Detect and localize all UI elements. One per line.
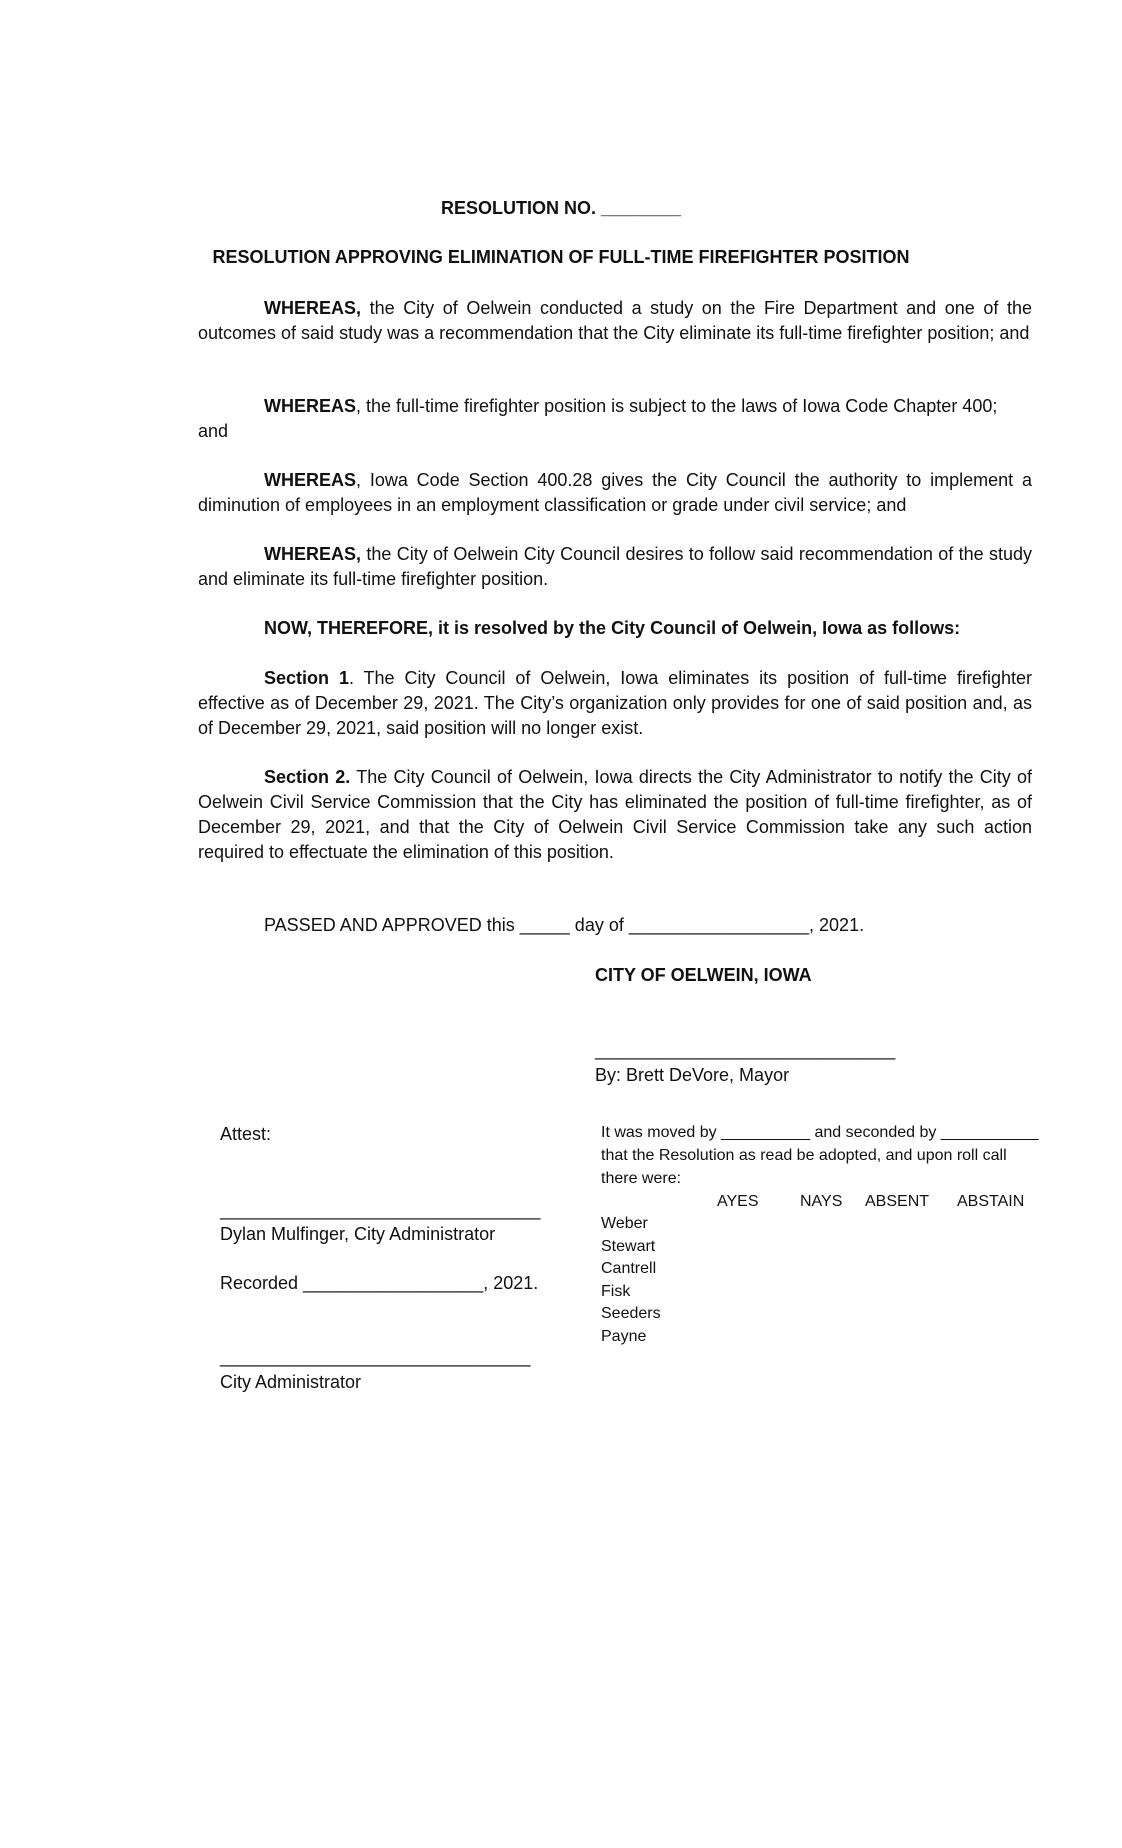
section-label: Section 2. xyxy=(264,767,351,787)
resolution-number-title: RESOLUTION NO. ________ xyxy=(440,198,682,218)
list-item: Stewart xyxy=(601,1237,656,1255)
passed-approved-line: PASSED AND APPROVED this _____ day of __________________, 2021. xyxy=(264,915,865,935)
whereas-tail: and xyxy=(198,421,229,441)
whereas-paragraph-4 xyxy=(198,542,1032,592)
roll-call-line-3: there were: xyxy=(601,1170,682,1187)
section-1-paragraph xyxy=(198,666,1032,741)
list-item: Fisk xyxy=(601,1282,631,1300)
section-label: Section 1 xyxy=(264,668,349,688)
whereas-paragraph-2 xyxy=(198,394,1032,444)
whereas-keyword: WHEREAS, xyxy=(264,298,362,318)
mayor-signature-line: ______________________________ xyxy=(595,1040,896,1060)
recorded-line: Recorded __________________, 2021. xyxy=(220,1273,539,1293)
column-nays: NAYS xyxy=(800,1193,843,1210)
vote-column-headers xyxy=(0,1193,1122,1215)
city-heading: CITY OF OELWEIN, IOWA xyxy=(595,965,812,985)
roll-call-line-1: It was moved by __________ and seconded by ___________ xyxy=(601,1124,1039,1141)
list-item: Payne xyxy=(601,1327,647,1345)
column-abstain: ABSTAIN xyxy=(957,1193,1025,1210)
attest-signature-line-2: _______________________________ xyxy=(220,1347,531,1367)
section-text: The City Council of Oelwein, Iowa directs the City Administrator to notify the City of Oelwein Civil Service Commission that the City has eliminated the position of full-time firefighter, as of December 29, 2021, and that the City of Oelwein Civil Service Commission take any such action required to effectuate the elimination of this position. xyxy=(198,767,1032,862)
council-member-list xyxy=(601,1213,661,1348)
whereas-keyword: WHEREAS xyxy=(264,470,357,490)
whereas-text: the City of Oelwein City Council desires to follow said recommendation of the study and eliminate its full-time firefighter position. xyxy=(198,544,1032,589)
column-ayes: AYES xyxy=(717,1193,759,1210)
now-therefore-heading: NOW, THEREFORE, it is resolved by the City Council of Oelwein, Iowa as follows: xyxy=(264,618,961,638)
whereas-keyword: WHEREAS, xyxy=(264,544,362,564)
column-absent: ABSENT xyxy=(865,1193,930,1210)
attest-name: Dylan Mulfinger, City Administrator xyxy=(220,1224,496,1244)
whereas-keyword: WHEREAS xyxy=(264,396,357,416)
whereas-paragraph-3 xyxy=(198,468,1032,518)
whereas-paragraph-1 xyxy=(198,296,1032,346)
whereas-text: , Iowa Code Section 400.28 gives the City Council the authority to implement a diminution of employees in an employment classification or grade under civil service; and xyxy=(198,470,1032,515)
roll-call-line-2: that the Resolution as read be adopted, and upon roll call xyxy=(601,1147,1007,1164)
list-item: Seeders xyxy=(601,1305,661,1322)
mayor-name: By: Brett DeVore, Mayor xyxy=(595,1065,790,1085)
attest-label: Attest: xyxy=(220,1124,272,1144)
section-text: . The City Council of Oelwein, Iowa eliminates its position of full-time firefighter effective as of December 29, 2021. The City’s organization only provides for one of said position and, as of December 29, 2021, said position will no longer exist. xyxy=(198,668,1032,738)
resolution-subtitle: RESOLUTION APPROVING ELIMINATION OF FULL-TIME FIREFIGHTER POSITION xyxy=(212,247,910,267)
attest-signature-line: ________________________________ xyxy=(220,1200,541,1220)
list-item: Weber xyxy=(601,1215,648,1232)
list-item: Cantrell xyxy=(601,1260,657,1277)
section-2-paragraph xyxy=(198,765,1032,865)
whereas-text: , the full-time firefighter position is subject to the laws of Iowa Code Chapter 400; xyxy=(356,396,998,416)
whereas-text: the City of Oelwein conducted a study on the Fire Department and one of the outcomes of said study was a recommendation that the City eliminate its full-time firefighter position; and xyxy=(198,298,1032,343)
attest-title: City Administrator xyxy=(220,1372,362,1392)
